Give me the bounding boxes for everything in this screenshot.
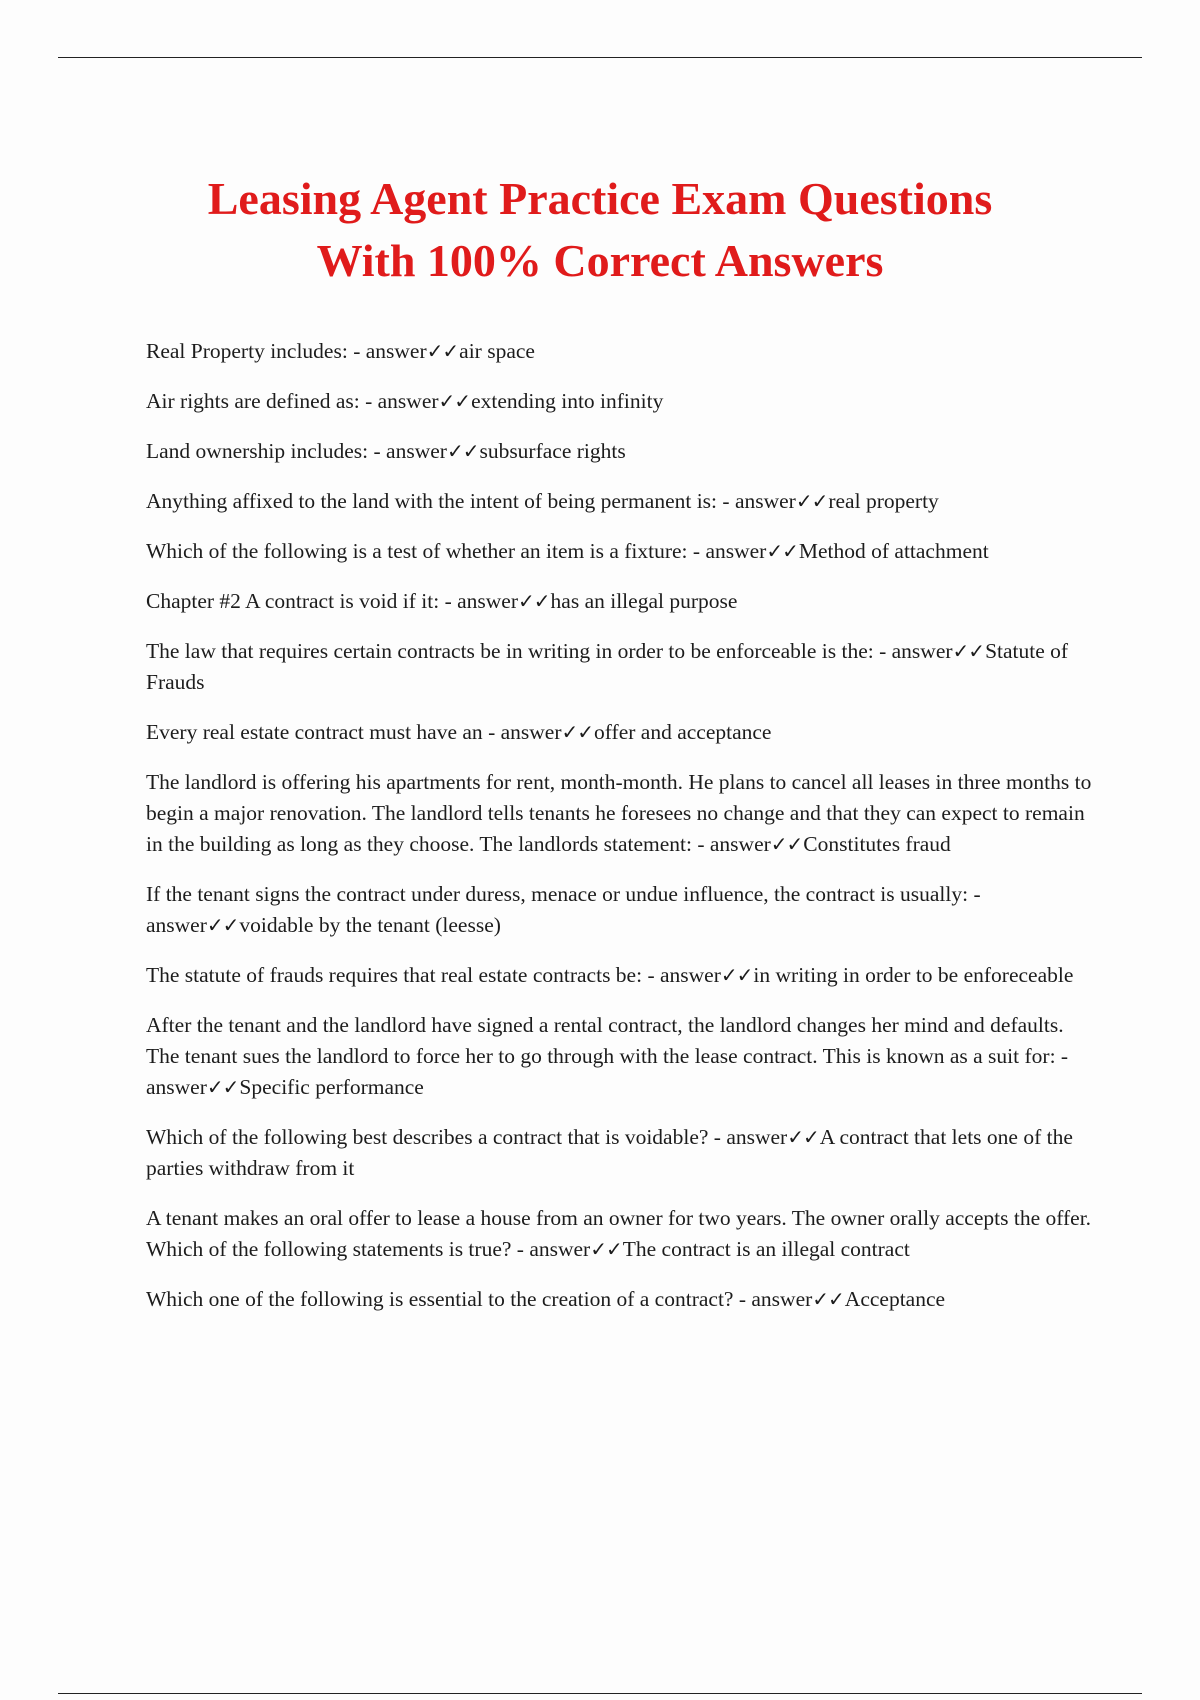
answer-marker: - answer bbox=[444, 589, 519, 613]
question-text: Land ownership includes: bbox=[146, 439, 369, 463]
qa-item bbox=[146, 1122, 1092, 1184]
qa-item bbox=[146, 767, 1092, 860]
double-check-icon: ✓✓ bbox=[206, 913, 239, 937]
answer-text: extending into infinity bbox=[471, 389, 664, 413]
answer-marker: - answer bbox=[488, 720, 562, 744]
question-text: The law that requires certain contracts be in writing in order to be enforceable is the: bbox=[146, 639, 874, 663]
answer-text: has an illegal purpose bbox=[550, 589, 738, 613]
double-check-icon: ✓✓ bbox=[446, 439, 479, 463]
title-line-1: Leasing Agent Practice Exam Questions bbox=[207, 173, 993, 224]
question-text: Every real estate contract must have an bbox=[146, 720, 483, 744]
qa-item bbox=[146, 1010, 1092, 1103]
answer-marker: - answer bbox=[647, 963, 721, 987]
answer-marker: - answer bbox=[692, 539, 767, 563]
question-text: A tenant makes an oral offer to lease a house from an owner for two years. The owner orally accepts the offer. Which of the following statements is true? bbox=[146, 1206, 1092, 1261]
question-text: Air rights are defined as: bbox=[146, 389, 360, 413]
answer-marker: - answer bbox=[146, 1044, 1069, 1099]
double-check-icon: ✓✓ bbox=[590, 1237, 622, 1261]
answer-text: real property bbox=[828, 489, 939, 513]
answer-text: in writing in order to be enforeceable bbox=[753, 963, 1074, 987]
header-rule bbox=[58, 57, 1142, 58]
qa-item bbox=[146, 717, 1092, 748]
qa-item bbox=[146, 1284, 1092, 1315]
question-text: Which of the following best describes a contract that is voidable? bbox=[146, 1125, 709, 1149]
double-check-icon: ✓✓ bbox=[770, 832, 803, 856]
qa-item bbox=[146, 436, 1092, 467]
question-text: If the tenant signs the contract under duress, menace or undue influence, the contract is usually: bbox=[146, 882, 969, 906]
answer-marker: - answer bbox=[373, 439, 447, 463]
answer-text: Constitutes fraud bbox=[803, 832, 951, 856]
answer-text: Acceptance bbox=[844, 1287, 946, 1311]
double-check-icon: ✓✓ bbox=[206, 1075, 239, 1099]
question-text: Which of the following is a test of whether an item is a fixture: bbox=[146, 539, 688, 563]
answer-marker: - answer bbox=[738, 1287, 813, 1311]
answer-text: offer and acceptance bbox=[594, 720, 772, 744]
answer-marker: - answer bbox=[516, 1237, 591, 1261]
double-check-icon: ✓✓ bbox=[561, 720, 594, 744]
qa-item bbox=[146, 536, 1092, 567]
answer-marker: - answer bbox=[146, 882, 981, 937]
answer-text: voidable by the tenant (leesse) bbox=[239, 913, 501, 937]
question-text: Anything affixed to the land with the intent of being permanent is: bbox=[146, 489, 718, 513]
qa-item bbox=[146, 336, 1092, 367]
double-check-icon: ✓✓ bbox=[720, 963, 753, 987]
question-text: Real Property includes: bbox=[146, 339, 348, 363]
qa-item bbox=[146, 586, 1092, 617]
answer-text: Method of attachment bbox=[798, 539, 989, 563]
answer-text: air space bbox=[459, 339, 535, 363]
qa-item bbox=[146, 386, 1092, 417]
document-title bbox=[0, 168, 1200, 292]
question-text: After the tenant and the landlord have signed a rental contract, the landlord changes her mind and defaults. The tenant sues the landlord to force her to go through with the lease contract. This is known as a suit for: bbox=[146, 1013, 1064, 1068]
answer-marker: - answer bbox=[722, 489, 796, 513]
answer-marker: - answer bbox=[879, 639, 953, 663]
double-check-icon: ✓✓ bbox=[812, 1287, 844, 1311]
answer-text: A contract that lets one of the parties withdraw from it bbox=[146, 1125, 1073, 1180]
qa-item bbox=[146, 636, 1092, 698]
footer-rule bbox=[58, 1693, 1142, 1694]
qa-item bbox=[146, 1203, 1092, 1265]
question-text: Which one of the following is essential to the creation of a contract? bbox=[146, 1287, 734, 1311]
question-text: Chapter #2 A contract is void if it: bbox=[146, 589, 440, 613]
question-text: The landlord is offering his apartments for rent, month-month. He plans to cancel all leases in three months to begin a major renovation. The landlord tells tenants he foresees no change and that they can expect to remain in the building as long as they choose. The landlords statement: bbox=[146, 770, 1092, 856]
question-text: The statute of frauds requires that real estate contracts be: bbox=[146, 963, 643, 987]
answer-marker: - answer bbox=[365, 389, 439, 413]
double-check-icon: ✓✓ bbox=[787, 1125, 819, 1149]
double-check-icon: ✓✓ bbox=[795, 489, 828, 513]
qa-item bbox=[146, 960, 1092, 991]
answer-marker: - answer bbox=[697, 832, 771, 856]
double-check-icon: ✓✓ bbox=[766, 539, 798, 563]
double-check-icon: ✓✓ bbox=[952, 639, 985, 663]
qa-item bbox=[146, 879, 1092, 941]
double-check-icon: ✓✓ bbox=[438, 389, 471, 413]
answer-text: subsurface rights bbox=[479, 439, 626, 463]
double-check-icon: ✓✓ bbox=[518, 589, 550, 613]
title-line-2: With 100% Correct Answers bbox=[316, 235, 884, 286]
answer-marker: - answer bbox=[713, 1125, 788, 1149]
answer-text: The contract is an illegal contract bbox=[622, 1237, 910, 1261]
qa-item bbox=[146, 486, 1092, 517]
answer-marker: - answer bbox=[353, 339, 427, 363]
answer-text: Statute of Frauds bbox=[146, 639, 1069, 694]
answer-text: Specific performance bbox=[239, 1075, 424, 1099]
question-answer-list bbox=[146, 336, 1092, 1334]
double-check-icon: ✓✓ bbox=[426, 339, 459, 363]
